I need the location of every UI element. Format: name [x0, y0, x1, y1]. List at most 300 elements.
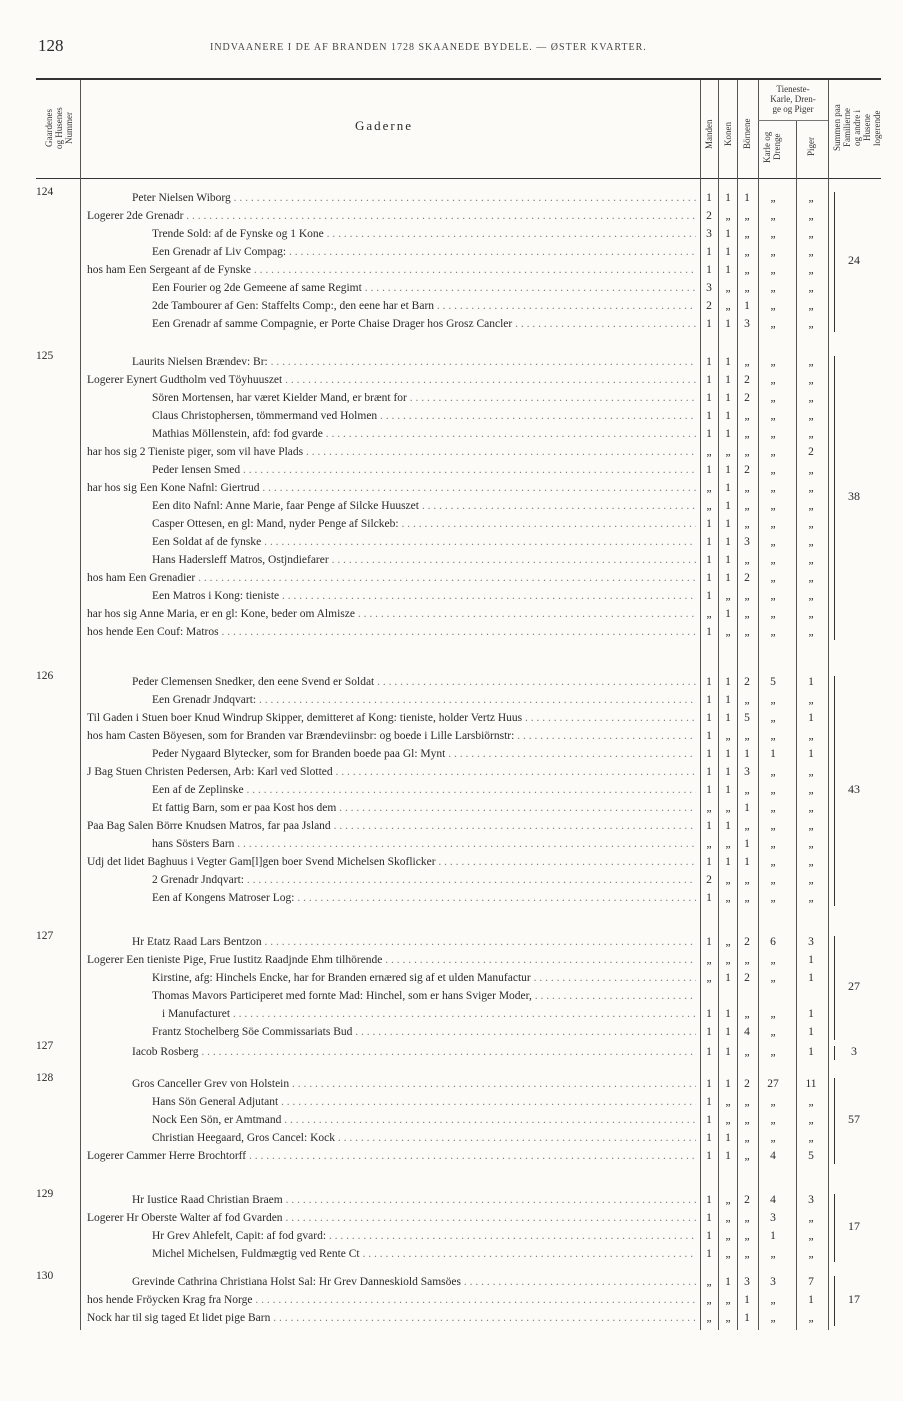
table-row: [0, 934, 903, 951]
count-cell: 2: [744, 936, 750, 948]
count-cell: „: [808, 410, 814, 422]
count-cell: 11: [805, 1078, 817, 1090]
table-row: [0, 226, 903, 243]
table-row: [0, 208, 903, 225]
count-cell: „: [808, 694, 814, 706]
count-cell: 2: [744, 972, 750, 984]
count-cell: „: [770, 264, 776, 276]
resident-entry: Paa Bag Salen Börre Knudsen Matros, far paa Jsland . . .: [87, 818, 696, 835]
count-cell: „: [808, 356, 814, 368]
count-cell: „: [770, 972, 776, 984]
count-cell: 27: [767, 1078, 779, 1090]
group-brace: [834, 192, 835, 332]
count-cell: 3: [706, 282, 712, 294]
resident-entry: hos ham Een Sergeant af de Fynske . . .: [87, 262, 696, 279]
count-cell: „: [808, 1132, 814, 1144]
resident-entry: Hr Etatz Raad Lars Bentzon . . .: [132, 934, 696, 951]
count-cell: „: [808, 590, 814, 602]
count-cell: 1: [706, 892, 712, 904]
count-cell: 1: [725, 608, 731, 620]
count-cell: 1: [744, 838, 750, 850]
count-cell: „: [770, 356, 776, 368]
count-cell: „: [808, 500, 814, 512]
count-cell: „: [808, 1312, 814, 1324]
resident-entry: 2 Grenadr Jndqvart: . . .: [152, 872, 696, 889]
count-cell: „: [706, 838, 712, 850]
count-cell: „: [808, 730, 814, 742]
table-row: [0, 372, 903, 389]
count-cell: 1: [706, 1026, 712, 1038]
count-cell: „: [808, 1096, 814, 1108]
count-cell: „: [744, 626, 750, 638]
table-row: [0, 516, 903, 533]
tieneste-subrule: [758, 120, 828, 121]
count-cell: „: [808, 784, 814, 796]
table-row: [0, 674, 903, 691]
count-cell: 1: [808, 1046, 814, 1058]
table-row: [0, 1130, 903, 1147]
count-cell: „: [744, 590, 750, 602]
table-row: [0, 952, 903, 969]
count-cell: „: [770, 572, 776, 584]
count-cell: „: [808, 608, 814, 620]
count-cell: „: [808, 464, 814, 476]
count-cell: 1: [808, 748, 814, 760]
count-cell: „: [725, 838, 731, 850]
count-cell: „: [744, 608, 750, 620]
count-cell: „: [808, 428, 814, 440]
count-cell: 2: [744, 1078, 750, 1090]
count-cell: „: [725, 730, 731, 742]
count-cell: 2: [744, 374, 750, 386]
header-col-tieneste: Tieneste- Karle, Dren- ge og Piger: [770, 84, 816, 114]
resident-entry: Sören Mortensen, har været Kielder Mand, er brænt for . . .: [152, 390, 696, 407]
count-cell: „: [744, 784, 750, 796]
header-col-gaderne: Gaderne: [355, 118, 414, 133]
count-cell: „: [808, 518, 814, 530]
header-rule-top: [36, 78, 881, 80]
count-cell: „: [706, 954, 712, 966]
resident-entry: Logerer 2de Grenadr . . .: [87, 208, 696, 225]
count-cell: „: [808, 554, 814, 566]
count-cell: „: [725, 1230, 731, 1242]
count-cell: 1: [725, 1046, 731, 1058]
resident-entry: Udj det lidet Baghuus i Vegter Gam[l]gen boer Svend Michelsen Skoflicker . . .: [87, 854, 696, 871]
count-cell: 1: [725, 410, 731, 422]
count-cell: 1: [706, 428, 712, 440]
count-cell: 2: [744, 464, 750, 476]
resident-entry: har hos sig 2 Tieniste piger, som vil have Plads . . .: [87, 444, 696, 461]
header-col-gaardenes: Gaardenes og Husenes Nummer: [44, 107, 74, 149]
count-cell: 1: [725, 464, 731, 476]
count-cell: „: [808, 1114, 814, 1126]
count-cell: „: [770, 410, 776, 422]
count-cell: 1: [725, 1150, 731, 1162]
header-col-summen: Summen paa Familierne og andre i Husene logerende: [832, 104, 882, 152]
resident-entry: Hans Hadersleff Matros, Ostjndiefarer . . .: [152, 552, 696, 569]
count-cell: „: [725, 626, 731, 638]
count-cell: „: [808, 192, 814, 204]
count-cell: 1: [725, 1276, 731, 1288]
count-cell: „: [770, 482, 776, 494]
group-brace: [834, 356, 835, 640]
count-cell: 1: [725, 374, 731, 386]
count-cell: „: [744, 954, 750, 966]
count-cell: 1: [808, 1008, 814, 1020]
count-cell: 1: [706, 626, 712, 638]
count-cell: 1: [725, 482, 731, 494]
table-row: [0, 316, 903, 333]
count-cell: 1: [706, 1078, 712, 1090]
resident-entry: Logerer Cammer Herre Brochtorff . . .: [87, 1148, 696, 1165]
table-row: [0, 854, 903, 871]
count-cell: 1: [770, 748, 776, 760]
count-cell: „: [808, 392, 814, 404]
count-cell: 2: [706, 210, 712, 222]
count-cell: 3: [744, 1276, 750, 1288]
resident-entry: Peder Iensen Smed . . .: [152, 462, 696, 479]
count-cell: „: [706, 972, 712, 984]
table-row: [0, 1274, 903, 1291]
count-cell: 1: [744, 748, 750, 760]
resident-entry: i Manufacturet . . .: [162, 1006, 696, 1023]
count-cell: „: [770, 626, 776, 638]
house-number: 126: [36, 670, 54, 682]
count-cell: 1: [706, 1114, 712, 1126]
count-cell: „: [770, 464, 776, 476]
count-cell: 3: [770, 1212, 776, 1224]
resident-entry: Michel Michelsen, Fuldmægtig ved Rente Ct . . .: [152, 1246, 696, 1263]
count-cell: „: [808, 318, 814, 330]
count-cell: 1: [706, 1230, 712, 1242]
count-cell: „: [770, 1294, 776, 1306]
count-cell: „: [744, 482, 750, 494]
table-row: [0, 1024, 903, 1041]
count-cell: „: [770, 712, 776, 724]
count-cell: „: [725, 446, 731, 458]
group-brace: [834, 1194, 835, 1262]
count-cell: „: [744, 1096, 750, 1108]
resident-entry: Een af de Zeplinske . . .: [152, 782, 696, 799]
count-cell: 1: [706, 820, 712, 832]
count-cell: 1: [725, 1008, 731, 1020]
count-cell: 6: [770, 936, 776, 948]
count-cell: „: [744, 694, 750, 706]
count-cell: 1: [706, 1096, 712, 1108]
table-row: [0, 552, 903, 569]
count-cell: „: [725, 210, 731, 222]
count-cell: „: [744, 554, 750, 566]
count-cell: „: [808, 874, 814, 886]
count-cell: „: [770, 1248, 776, 1260]
table-row: [0, 1292, 903, 1309]
count-cell: 2: [744, 1194, 750, 1206]
count-cell: „: [808, 1212, 814, 1224]
count-cell: 1: [706, 518, 712, 530]
table-row: [0, 444, 903, 461]
table-row: [0, 262, 903, 279]
count-cell: 1: [706, 264, 712, 276]
count-cell: „: [770, 838, 776, 850]
count-cell: „: [808, 300, 814, 312]
count-cell: 1: [725, 192, 731, 204]
count-cell: 1: [706, 318, 712, 330]
table-row: [0, 1112, 903, 1129]
count-cell: „: [770, 694, 776, 706]
count-cell: „: [744, 410, 750, 422]
count-cell: „: [706, 1294, 712, 1306]
count-cell: 3: [744, 318, 750, 330]
count-cell: 1: [725, 392, 731, 404]
count-cell: 4: [744, 1026, 750, 1038]
count-cell: „: [808, 246, 814, 258]
group-brace: [834, 936, 835, 1040]
count-cell: „: [744, 210, 750, 222]
count-cell: 1: [808, 676, 814, 688]
count-cell: „: [770, 1096, 776, 1108]
house-number: 127: [36, 930, 54, 942]
count-cell: „: [808, 892, 814, 904]
count-cell: 1: [706, 1194, 712, 1206]
count-cell: „: [770, 500, 776, 512]
table-row: [0, 1148, 903, 1165]
count-cell: 1: [744, 192, 750, 204]
count-cell: „: [744, 820, 750, 832]
count-cell: „: [706, 500, 712, 512]
header-col-manden: Manden: [704, 119, 714, 149]
count-cell: 1: [725, 1026, 731, 1038]
count-cell: „: [770, 210, 776, 222]
count-cell: 1: [725, 766, 731, 778]
count-cell: „: [706, 446, 712, 458]
count-cell: „: [725, 1294, 731, 1306]
resident-entry: Een Soldat af de fynske . . .: [152, 534, 696, 551]
resident-entry: Een Grenadr af Liv Compag: . . .: [152, 244, 696, 261]
table-row: [0, 1044, 903, 1061]
count-cell: „: [808, 228, 814, 240]
count-cell: „: [744, 1046, 750, 1058]
count-cell: „: [770, 1026, 776, 1038]
count-cell: „: [725, 874, 731, 886]
count-cell: „: [770, 246, 776, 258]
count-cell: 1: [706, 1212, 712, 1224]
count-cell: „: [770, 608, 776, 620]
count-cell: „: [725, 1248, 731, 1260]
resident-entry: Peter Nielsen Wiborg . . .: [132, 190, 696, 207]
count-cell: 1: [706, 356, 712, 368]
resident-entry: Peder Nygaard Blytecker, som for Branden boede paa Gl: Mynt . . .: [152, 746, 696, 763]
count-cell: 1: [706, 536, 712, 548]
resident-entry: Claus Christophersen, tömmermand ved Holmen . . .: [152, 408, 696, 425]
resident-entry: Et fattig Barn, som er paa Kost hos dem . . .: [152, 800, 696, 817]
count-cell: „: [770, 428, 776, 440]
count-cell: „: [770, 730, 776, 742]
resident-entry: Een dito Nafnl: Anne Marie, faar Penge af Silcke Huuszet . . .: [152, 498, 696, 515]
count-cell: 2: [744, 676, 750, 688]
count-cell: „: [744, 428, 750, 440]
count-cell: „: [725, 1194, 731, 1206]
resident-entry: Een Fourier og 2de Gemeene af same Regimt . . .: [152, 280, 696, 297]
resident-entry: Thomas Mavors Participeret med fornte Mad: Hinchel, som er hans Sviger Moder, . . .: [152, 988, 696, 1005]
resident-entry: har hos sig Anne Maria, er en gl: Kone, beder om Almisze . . .: [87, 606, 696, 623]
count-cell: 1: [706, 730, 712, 742]
table-row: [0, 1192, 903, 1209]
count-cell: 7: [808, 1276, 814, 1288]
count-cell: 1: [725, 694, 731, 706]
house-number: 129: [36, 1188, 54, 1200]
count-cell: 1: [725, 820, 731, 832]
house-number: 127: [36, 1040, 54, 1052]
count-cell: „: [770, 554, 776, 566]
count-cell: 1: [725, 428, 731, 440]
resident-entry: Iacob Rosberg . . .: [132, 1044, 696, 1061]
resident-entry: Hr Grev Ahlefelt, Capit: af fod gvard: . . .: [152, 1228, 696, 1245]
count-cell: 3: [706, 228, 712, 240]
count-cell: „: [744, 356, 750, 368]
count-cell: „: [808, 374, 814, 386]
count-cell: 1: [725, 518, 731, 530]
group-total: 3: [851, 1044, 857, 1058]
count-cell: „: [744, 1212, 750, 1224]
count-cell: „: [706, 608, 712, 620]
count-cell: „: [770, 590, 776, 602]
table-row: [0, 354, 903, 371]
count-cell: „: [770, 954, 776, 966]
group-total: 38: [848, 489, 860, 503]
resident-entry: Een Grenadr af samme Compagnie, er Porte Chaise Drager hos Grosz Cancler . . .: [152, 316, 696, 333]
count-cell: 1: [725, 554, 731, 566]
count-cell: „: [770, 446, 776, 458]
count-cell: „: [808, 820, 814, 832]
count-cell: 1: [725, 536, 731, 548]
count-cell: „: [744, 874, 750, 886]
table-row: [0, 836, 903, 853]
group-brace: [834, 676, 835, 906]
resident-entry: hos ham Een Grenadier . . .: [87, 570, 696, 587]
resident-entry: Casper Ottesen, en gl: Mand, nyder Penge af Silckeb: . . .: [152, 516, 696, 533]
header-col-konen: Konen: [723, 122, 733, 146]
group-brace: [834, 1276, 835, 1326]
table-row: [0, 190, 903, 207]
count-cell: 1: [706, 374, 712, 386]
count-cell: 1: [706, 246, 712, 258]
count-cell: „: [725, 1114, 731, 1126]
table-row: [0, 534, 903, 551]
table-row: [0, 606, 903, 623]
table-row: [0, 818, 903, 835]
resident-entry: J Bag Stuen Christen Pedersen, Arb: Karl ved Slotted . . .: [87, 764, 696, 781]
house-number: 128: [36, 1072, 54, 1084]
table-row: [0, 570, 903, 587]
count-cell: „: [725, 802, 731, 814]
count-cell: 1: [725, 318, 731, 330]
resident-entry: har hos sig Een Kone Nafnl: Giertrud . . .: [87, 480, 696, 497]
count-cell: 1: [706, 936, 712, 948]
count-cell: 1: [706, 712, 712, 724]
count-cell: 1: [706, 590, 712, 602]
count-cell: „: [744, 228, 750, 240]
count-cell: 1: [770, 1230, 776, 1242]
resident-entry: hos hende Fröycken Krag fra Norge . . .: [87, 1292, 696, 1309]
count-cell: „: [744, 1230, 750, 1242]
count-cell: „: [770, 766, 776, 778]
count-cell: 1: [725, 228, 731, 240]
count-cell: 1: [706, 694, 712, 706]
count-cell: 1: [725, 712, 731, 724]
table-row: [0, 728, 903, 745]
count-cell: „: [744, 1008, 750, 1020]
count-cell: 1: [706, 1008, 712, 1020]
group-total: 17: [848, 1292, 860, 1306]
count-cell: 1: [706, 784, 712, 796]
count-cell: „: [744, 246, 750, 258]
header-col-karle: Karle og Drenge: [762, 131, 782, 163]
count-cell: 1: [744, 802, 750, 814]
table-row: [0, 462, 903, 479]
table-row: [0, 390, 903, 407]
count-cell: „: [770, 856, 776, 868]
group-total: 17: [848, 1219, 860, 1233]
count-cell: 1: [744, 856, 750, 868]
count-cell: „: [744, 264, 750, 276]
resident-entry: hos hende Een Couf: Matros . . .: [87, 624, 696, 641]
count-cell: „: [808, 1230, 814, 1242]
count-cell: 1: [725, 676, 731, 688]
count-cell: „: [770, 784, 776, 796]
group-brace: [834, 1078, 835, 1164]
count-cell: 1: [706, 554, 712, 566]
count-cell: „: [770, 228, 776, 240]
count-cell: 3: [744, 766, 750, 778]
count-cell: 1: [725, 356, 731, 368]
count-cell: 1: [725, 972, 731, 984]
house-number: 125: [36, 350, 54, 362]
table-row: [0, 1076, 903, 1093]
resident-entry: Logerer Een tieniste Pige, Frue Iustitz Raadjnde Ehm tilhörende . . .: [87, 952, 696, 969]
table-row: [0, 298, 903, 315]
count-cell: 1: [725, 264, 731, 276]
count-cell: „: [744, 1114, 750, 1126]
count-cell: 2: [706, 300, 712, 312]
count-cell: 1: [706, 192, 712, 204]
table-row: [0, 624, 903, 641]
count-cell: 1: [744, 1312, 750, 1324]
count-cell: 5: [744, 712, 750, 724]
count-cell: „: [744, 500, 750, 512]
count-cell: „: [770, 802, 776, 814]
resident-entry: Til Gaden i Stuen boer Knud Windrup Skipper, demitteret af Kong: tieniste, holder Vertz Huus . . .: [87, 710, 696, 727]
count-cell: 1: [808, 1026, 814, 1038]
count-cell: 3: [808, 1194, 814, 1206]
table-row: [0, 890, 903, 907]
count-cell: 1: [706, 392, 712, 404]
house-number: 124: [36, 186, 54, 198]
count-cell: 4: [770, 1194, 776, 1206]
table-row: [0, 1246, 903, 1263]
count-cell: 1: [725, 500, 731, 512]
count-cell: 1: [725, 1078, 731, 1090]
count-cell: „: [770, 874, 776, 886]
count-cell: „: [706, 1276, 712, 1288]
count-cell: „: [725, 1312, 731, 1324]
count-cell: „: [770, 1046, 776, 1058]
running-head: INDVAANERE I DE AF BRANDEN 1728 SKAANEDE BYDELE. — ØSTER KVARTER.: [210, 42, 647, 53]
resident-entry: Logerer Hr Oberste Walter af fod Gvarden . . .: [87, 1210, 696, 1227]
count-cell: „: [808, 572, 814, 584]
group-total: 57: [848, 1112, 860, 1126]
count-cell: „: [744, 1132, 750, 1144]
count-cell: „: [744, 892, 750, 904]
